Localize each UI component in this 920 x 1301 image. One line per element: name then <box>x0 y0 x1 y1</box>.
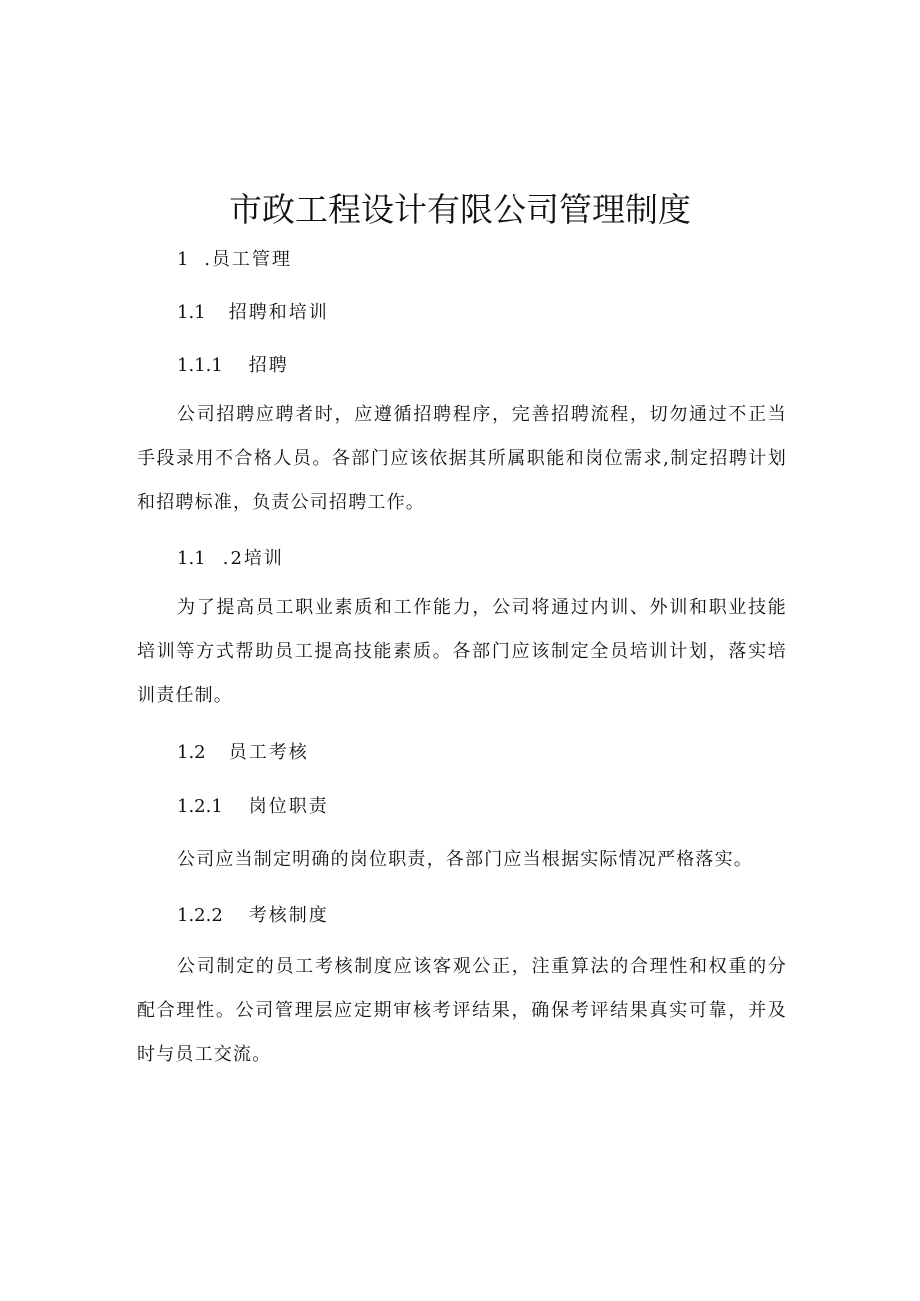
heading-label: 员工考核 <box>228 742 309 763</box>
heading-1 <box>177 248 292 272</box>
heading-1-2-1 <box>177 795 329 819</box>
heading-1-2 <box>177 741 309 765</box>
paragraph-assessment: 公司制定的员工考核制度应该客观公正，注重算法的合理性和权重的分配合理性。公司管理层应定期审核考评结果，确保考评结果真实可靠，并及时与员工交流。 <box>137 956 787 1065</box>
heading-label: 招聘和培训 <box>228 302 329 323</box>
heading-number: 1.1 <box>177 548 206 569</box>
heading-label: .2培训 <box>222 548 284 569</box>
heading-1-2-2 <box>177 904 329 928</box>
heading-1-1 <box>177 301 329 325</box>
heading-number: 1.2.2 <box>177 905 223 926</box>
heading-1-1-1 <box>177 354 289 378</box>
heading-label: 考核制度 <box>248 905 329 926</box>
heading-number: 1.2.1 <box>177 796 223 817</box>
paragraph-training: 为了提高员工职业素质和工作能力，公司将通过内训、外训和职业技能培训等方式帮助员工提高技能素质。各部门应该制定全员培训计划，落实培训责任制。 <box>137 597 787 706</box>
heading-label: 岗位职责 <box>248 796 329 817</box>
heading-label: 招聘 <box>248 355 289 376</box>
paragraph-recruitment: 公司招聘应聘者时，应遵循招聘程序，完善招聘流程，切勿通过不正当手段录用不合格人员。各部门应该依据其所属职能和岗位需求,制定招聘计划和招聘标准，负责公司招聘工作。 <box>137 404 787 513</box>
paragraph-duty: 公司应当制定明确的岗位职责，各部门应当根据实际情况严格落实。 <box>177 849 753 870</box>
heading-label: .员工管理 <box>204 249 292 270</box>
heading-1-1-2 <box>177 547 284 571</box>
document-title: 市政工程设计有限公司管理制度 <box>229 190 691 229</box>
heading-number: 1.1.1 <box>177 355 223 376</box>
heading-number: 1.1 <box>177 302 206 323</box>
heading-number: 1 <box>177 249 189 270</box>
heading-number: 1.2 <box>177 742 206 763</box>
